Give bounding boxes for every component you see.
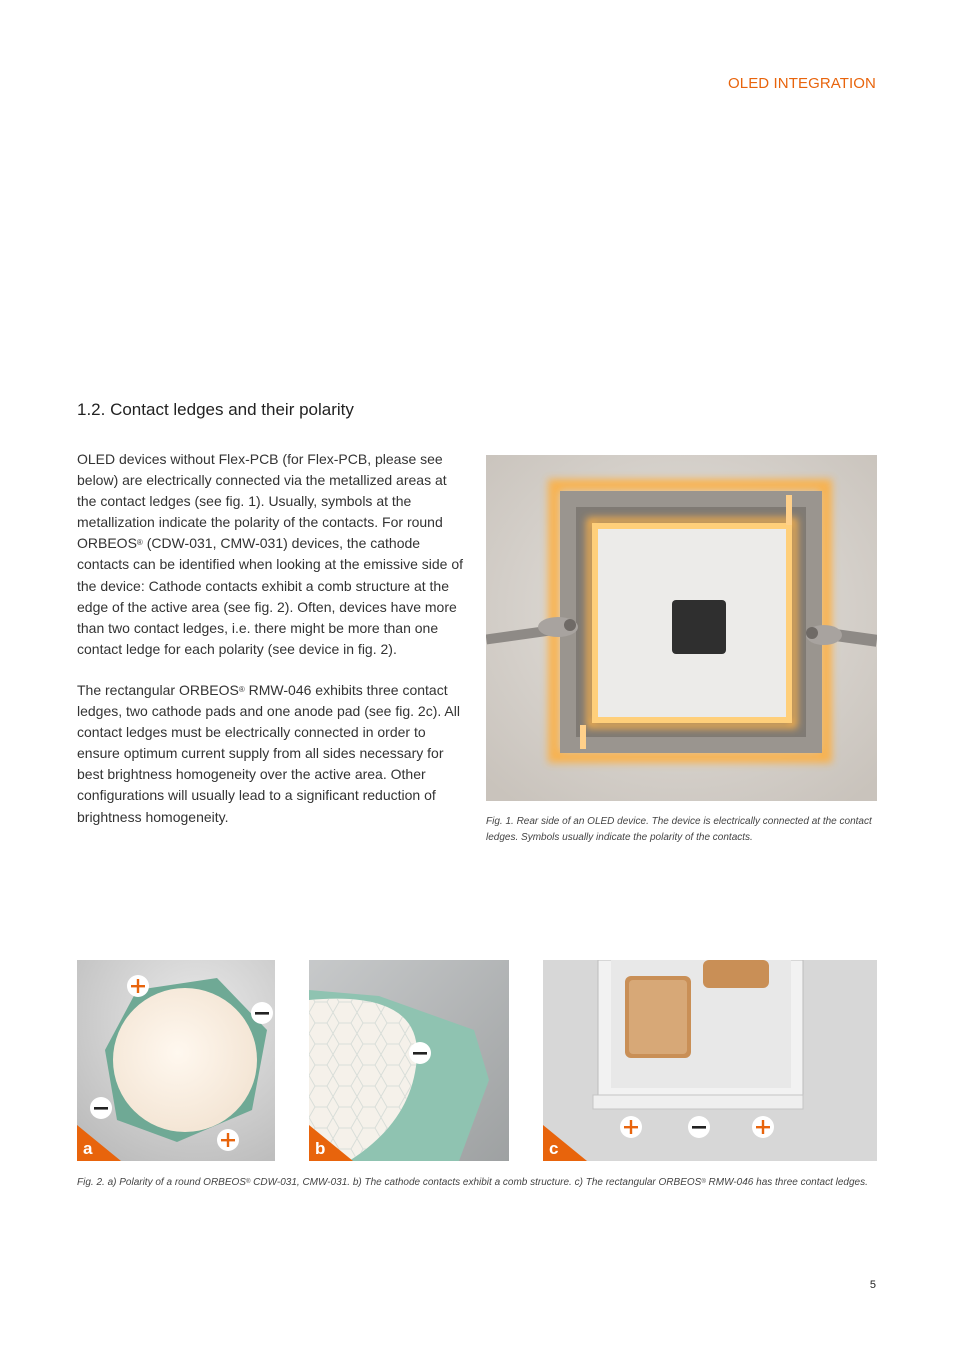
plus-icon (127, 975, 149, 997)
minus-icon (251, 1002, 273, 1024)
body-text (77, 449, 467, 848)
plus-icon (620, 1116, 642, 1138)
minus-icon (90, 1097, 112, 1119)
figure-2-caption: Fig. 2. a) Polarity of a round ORBEOS® CDW-031, CMW-031. b) The cathode contacts exhibit a comb structure. c) The rectangular ORBEOS® RMW-046 has three contact ledges. (77, 1177, 868, 1188)
plus-icon (217, 1129, 239, 1151)
paragraph-1: OLED devices without Flex-PCB (for Flex-PCB, please see below) are electrically connected via the metallized areas at the contact ledges (see fig. 1). Usually, symbols at the metallization indicate the polarity of the contacts. For round ORBEOS® (CDW-031, CMW-031) devices, the cathode contacts can be identified when looking at the emissive side of the device: Cathode contacts exhibit a comb structure at the edge of the active area (see fig. 2). Often, devices have more than two contact ledges, i.e. there might be more than one contact ledge for each polarity (see device in fig. 2). (77, 451, 464, 657)
figure-2b-label: b (315, 1139, 326, 1158)
plus-icon (752, 1116, 774, 1138)
figure-2c-label: c (549, 1139, 559, 1158)
section-header: OLED INTEGRATION (727, 75, 876, 92)
figure-2a-label: a (83, 1139, 93, 1158)
figure-2a-image (77, 960, 275, 1161)
figure-2c-image (543, 960, 877, 1161)
figure-1-caption: Fig. 1. Rear side of an OLED device. The device is electrically connected at the contact ledges. Symbols usually indicate the polarity of the contacts. (486, 816, 872, 843)
figure-1-image (486, 455, 877, 801)
section-title: 1.2. Contact ledges and their polarity (77, 400, 354, 419)
page-number: 5 (869, 1279, 876, 1291)
minus-icon (688, 1116, 710, 1138)
paragraph-2: The rectangular ORBEOS® RMW-046 exhibits three contact ledges, two cathode pads and one anode pad (see fig. 2c). All contact ledges must be electrically connected in order to ensure optimum current supply from all sides necessary for best brightness homogeneity over the active area. Other configurations will usually lead to a significant reduction of brightness homogeneity. (77, 681, 460, 825)
figure-2b-image (309, 960, 509, 1161)
minus-icon (409, 1042, 431, 1064)
